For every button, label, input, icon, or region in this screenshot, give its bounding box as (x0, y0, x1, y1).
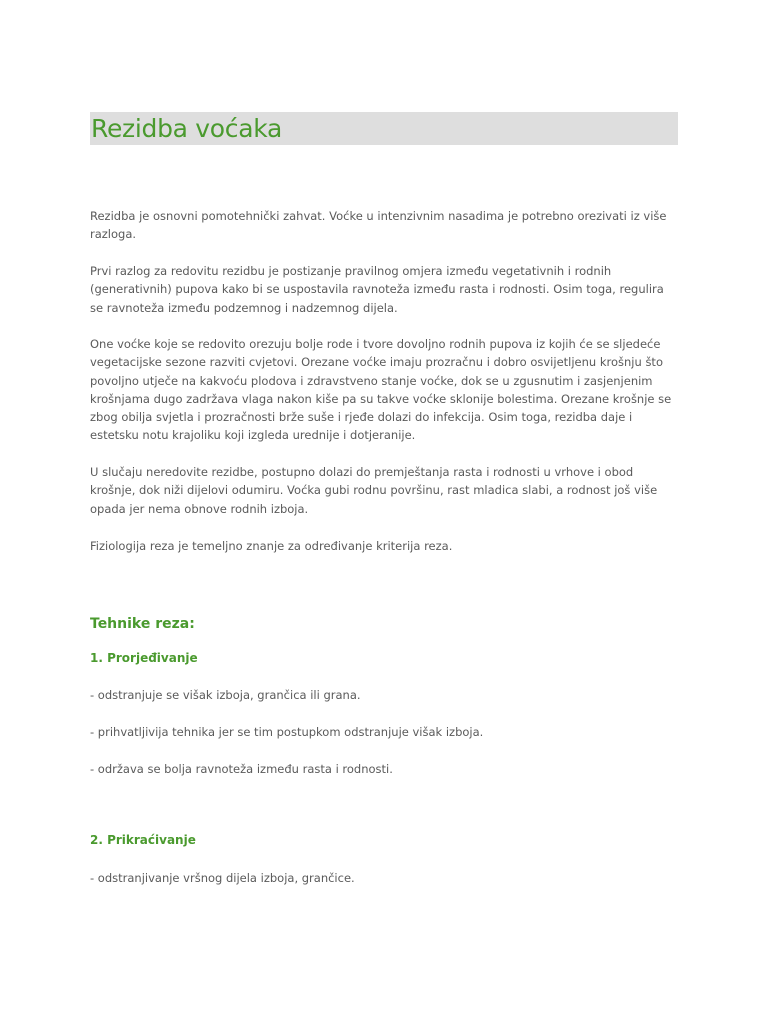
technique-1-point-3: - održava se bolja ravnoteža između rasta i rodnosti. (90, 762, 393, 776)
title-bar (90, 112, 678, 145)
paragraph-physiology: Fiziologija reza je temeljno znanje za određivanje kriterija reza. (90, 539, 453, 553)
section-heading-techniques: Tehnike reza: (90, 616, 195, 632)
paragraph-first-reason: Prvi razlog za redovitu rezidbu je postizanje pravilnog omjera između vegetativnih i rodnih (generativnih) pupova kako bi se uspostavila ravnoteža između rasta i rodnosti. Osim toga, regulira se ravnoteža između podzemnog i nadzemnog dijela. (90, 264, 664, 315)
technique-1-title: 1. Prorjeđivanje (90, 651, 198, 665)
technique-1-point-2: - prihvatljivija tehnika jer se tim postupkom odstranjuje višak izboja. (90, 725, 484, 739)
technique-2-title: 2. Prikraćivanje (90, 833, 196, 847)
paragraph-intro: Rezidba je osnovni pomotehnički zahvat. Voćke u intenzivnim nasadima je potrebno orezivati iz više razloga. (90, 209, 667, 242)
technique-1-point-1: - odstranjuje se višak izboja, grančica ili grana. (90, 688, 361, 702)
paragraph-irregular: U slučaju neredovite rezidbe, postupno dolazi do premještanja rasta i rodnosti u vrhove i obod krošnje, dok niži dijelovi odumiru. Voćka gubi rodnu površinu, rast mladica slabi, a rodnost još više opada jer nema obnove rodnih izboja. (90, 465, 658, 516)
paragraph-benefits: One voćke koje se redovito orezuju bolje rode i tvore dovoljno rodnih pupova iz kojih će se sljedeće vegetacijske sezone razviti cvjetovi. Orezane voćke imaju prozračnu i dobro osvijetljenu krošnju što povoljno utječe na kakvoću plodova i zdravstveno stanje voćke, dok se u zgusnutim i zasjenjenim krošnjama dugo zadržava vlaga nakon kiše pa su takve voćke sklonije bolestima. Orezane krošnje se zbog obilja svjetla i prozračnosti brže suše i rjeđe dolazi do infekcija. Osim toga, rezidba daje i estetsku notu krajoliku koji izgleda urednije i dotjeranije. (90, 337, 672, 443)
page-title: Rezidba voćaka (91, 114, 283, 143)
technique-2-point-1: - odstranjivanje vršnog dijela izboja, grančice. (90, 871, 355, 885)
